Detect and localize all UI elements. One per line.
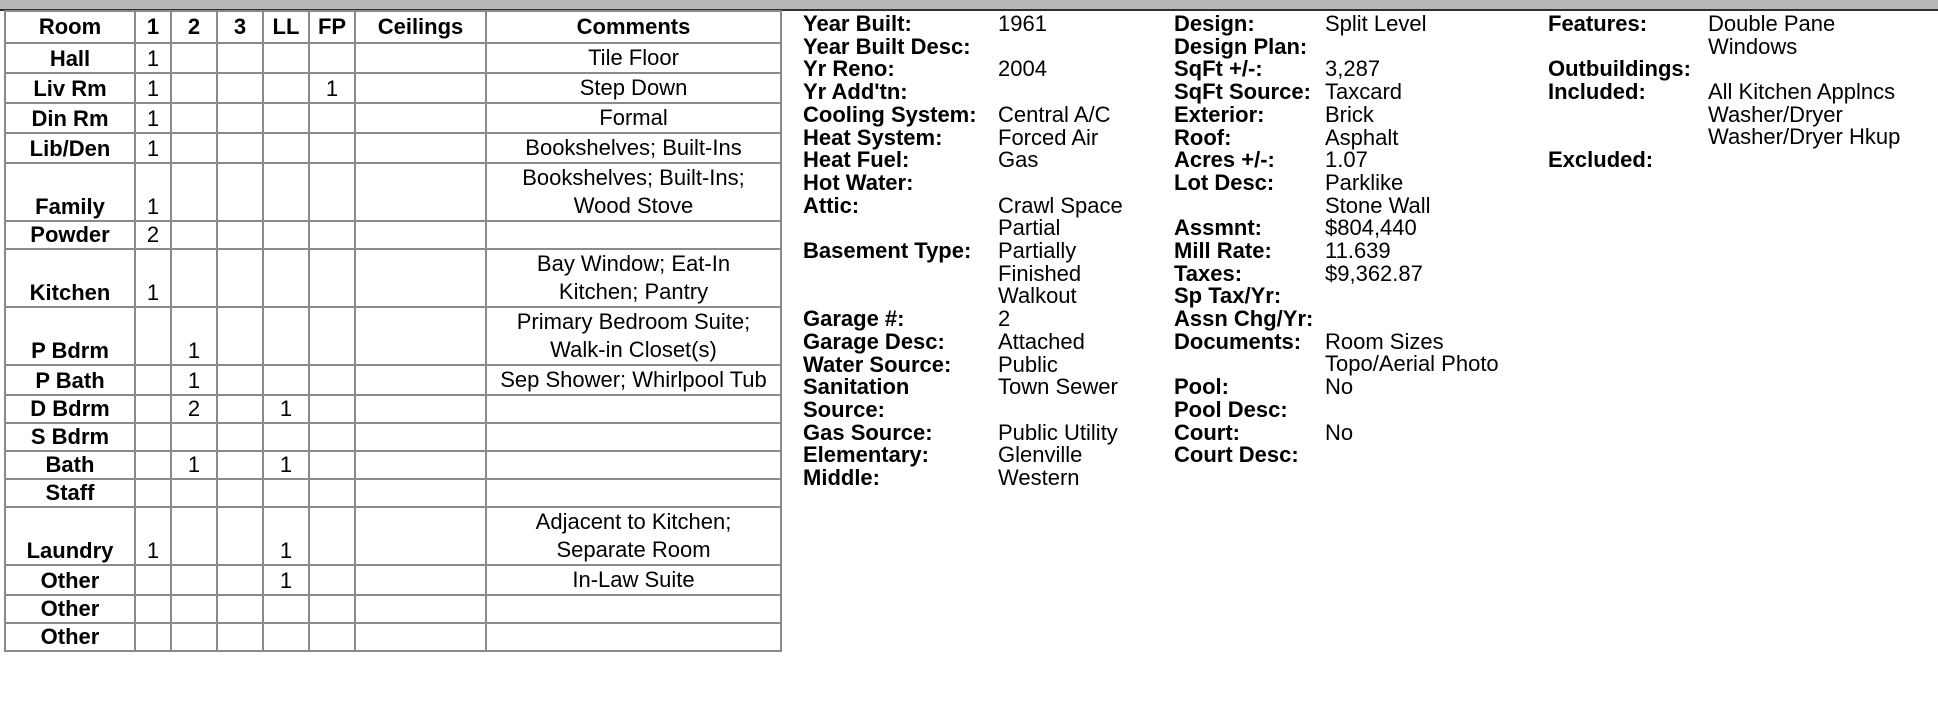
detail-label: Assn Chg/Yr: bbox=[1174, 306, 1314, 332]
room-ceilings-cell bbox=[355, 451, 486, 479]
detail-value: Stone Wall bbox=[1325, 192, 1431, 218]
detail-label: Heat Fuel: bbox=[803, 147, 910, 173]
room-fireplace-cell bbox=[309, 451, 355, 479]
detail-label: SqFt Source: bbox=[1174, 79, 1311, 105]
room-level-3-cell bbox=[217, 249, 263, 307]
detail-label: Heat System: bbox=[803, 124, 943, 150]
detail-label: Documents: bbox=[1174, 328, 1302, 354]
room-level-3-cell bbox=[217, 479, 263, 507]
detail-label: Assmnt: bbox=[1174, 215, 1263, 241]
detail-label: Taxes: bbox=[1174, 260, 1243, 286]
room-name: Kitchen bbox=[5, 249, 135, 307]
room-level-1-cell: 1 bbox=[135, 73, 171, 103]
comment-line: Wood Stove bbox=[573, 193, 694, 218]
room-level-2-cell bbox=[171, 43, 217, 73]
detail-label: Excluded: bbox=[1548, 147, 1654, 173]
room-fireplace-cell bbox=[309, 133, 355, 163]
room-level-3-cell bbox=[217, 43, 263, 73]
comment-line: Primary Bedroom Suite; bbox=[516, 309, 751, 334]
room-name: Other bbox=[5, 623, 135, 651]
detail-value: Forced Air bbox=[998, 124, 1099, 150]
room-name: S Bdrm bbox=[5, 423, 135, 451]
detail-value: Gas bbox=[998, 147, 1039, 173]
detail-value: No bbox=[1325, 419, 1354, 445]
detail-value: Room Sizes bbox=[1325, 328, 1444, 354]
room-row bbox=[5, 507, 781, 565]
room-lower-level-cell: 1 bbox=[263, 451, 309, 479]
room-ceilings-cell bbox=[355, 507, 486, 565]
detail-value: Parklike bbox=[1325, 169, 1404, 195]
detail-value: All Kitchen Applncs bbox=[1708, 79, 1896, 105]
room-comments-cell bbox=[486, 623, 781, 651]
room-ceilings-cell bbox=[355, 221, 486, 249]
room-comments-cell bbox=[486, 423, 781, 451]
room-row bbox=[5, 451, 781, 479]
room-level-3-cell bbox=[217, 595, 263, 623]
room-row bbox=[5, 249, 781, 307]
detail-value: Washer/Dryer Hkup bbox=[1708, 124, 1901, 150]
room-comments-cell bbox=[486, 565, 781, 595]
room-ceilings-cell bbox=[355, 307, 486, 365]
room-level-3-cell bbox=[217, 365, 263, 395]
room-level-2-cell bbox=[171, 133, 217, 163]
room-level-2-cell bbox=[171, 507, 217, 565]
room-name: Bath bbox=[5, 451, 135, 479]
header-lower-level: LL bbox=[263, 11, 309, 43]
detail-value: Western bbox=[998, 465, 1080, 490]
room-level-3-cell bbox=[217, 73, 263, 103]
room-ceilings-cell bbox=[355, 365, 486, 395]
detail-label: Year Built: bbox=[803, 11, 912, 36]
room-level-3-cell bbox=[217, 623, 263, 651]
room-ceilings-cell bbox=[355, 423, 486, 451]
detail-value: Public bbox=[998, 351, 1058, 377]
room-comments-cell bbox=[486, 307, 781, 365]
room-row bbox=[5, 73, 781, 103]
room-name: P Bath bbox=[5, 365, 135, 395]
detail-value: Glenville bbox=[998, 442, 1083, 468]
header-level-1: 1 bbox=[135, 11, 171, 43]
detail-value: 2004 bbox=[998, 56, 1047, 82]
room-lower-level-cell: 1 bbox=[263, 395, 309, 423]
detail-value: $9,362.87 bbox=[1325, 260, 1423, 286]
comment-line: Step Down bbox=[579, 75, 688, 100]
room-level-1-cell: 1 bbox=[135, 507, 171, 565]
comment-line: Tile Floor bbox=[588, 45, 679, 70]
room-fireplace-cell bbox=[309, 595, 355, 623]
room-level-3-cell bbox=[217, 451, 263, 479]
room-comments-cell bbox=[486, 249, 781, 307]
room-level-2-cell bbox=[171, 565, 217, 595]
detail-value: Attached bbox=[998, 328, 1085, 354]
room-ceilings-cell bbox=[355, 395, 486, 423]
room-row bbox=[5, 133, 781, 163]
room-level-2-cell bbox=[171, 249, 217, 307]
room-level-2-cell: 1 bbox=[171, 365, 217, 395]
room-comments-cell bbox=[486, 73, 781, 103]
room-level-1-cell: 1 bbox=[135, 133, 171, 163]
room-lower-level-cell bbox=[263, 249, 309, 307]
room-row bbox=[5, 565, 781, 595]
room-lower-level-cell: 1 bbox=[263, 507, 309, 565]
room-level-2-cell bbox=[171, 103, 217, 133]
room-level-3-cell bbox=[217, 221, 263, 249]
detail-value: No bbox=[1325, 374, 1354, 400]
comment-line: Walk-in Closet(s) bbox=[550, 337, 717, 362]
detail-value: Taxcard bbox=[1325, 79, 1403, 105]
detail-label: Year Built Desc: bbox=[803, 33, 971, 59]
room-name: D Bdrm bbox=[5, 395, 135, 423]
detail-label: Features: bbox=[1548, 11, 1648, 36]
room-level-1-cell bbox=[135, 395, 171, 423]
header-comments: Comments bbox=[486, 11, 781, 43]
room-level-2-cell bbox=[171, 479, 217, 507]
room-row bbox=[5, 103, 781, 133]
detail-label: Court Desc: bbox=[1174, 442, 1299, 468]
room-level-1-cell bbox=[135, 623, 171, 651]
detail-label: Lot Desc: bbox=[1174, 169, 1275, 195]
detail-label: Design: bbox=[1174, 11, 1255, 36]
room-level-1-cell bbox=[135, 451, 171, 479]
detail-value: Washer/Dryer bbox=[1708, 101, 1843, 127]
comment-line: Bookshelves; Built-Ins bbox=[525, 135, 742, 160]
room-fireplace-cell bbox=[309, 43, 355, 73]
room-level-1-cell bbox=[135, 565, 171, 595]
room-fireplace-cell bbox=[309, 423, 355, 451]
room-name: Other bbox=[5, 565, 135, 595]
header-level-3: 3 bbox=[217, 11, 263, 43]
room-level-1-cell: 1 bbox=[135, 103, 171, 133]
room-ceilings-cell bbox=[355, 479, 486, 507]
room-level-1-cell bbox=[135, 479, 171, 507]
room-name: Hall bbox=[5, 43, 135, 73]
room-ceilings-cell bbox=[355, 565, 486, 595]
room-row bbox=[5, 395, 781, 423]
detail-value: 1.07 bbox=[1325, 147, 1368, 173]
room-level-1-cell: 2 bbox=[135, 221, 171, 249]
comment-line: Adjacent to Kitchen; bbox=[535, 509, 732, 534]
room-name: Laundry bbox=[5, 507, 135, 565]
detail-label: Yr Add'tn: bbox=[803, 79, 908, 105]
room-comments-cell bbox=[486, 163, 781, 221]
room-name: Liv Rm bbox=[5, 73, 135, 103]
room-lower-level-cell bbox=[263, 623, 309, 651]
room-level-3-cell bbox=[217, 103, 263, 133]
detail-label: Pool: bbox=[1174, 374, 1229, 400]
room-level-1-cell: 1 bbox=[135, 43, 171, 73]
room-level-1-cell: 1 bbox=[135, 163, 171, 221]
room-level-2-cell bbox=[171, 221, 217, 249]
room-fireplace-cell bbox=[309, 507, 355, 565]
room-lower-level-cell bbox=[263, 307, 309, 365]
room-ceilings-cell bbox=[355, 249, 486, 307]
room-fireplace-cell bbox=[309, 307, 355, 365]
room-fireplace-cell: 1 bbox=[309, 73, 355, 103]
room-fireplace-cell bbox=[309, 249, 355, 307]
header-fireplace: FP bbox=[309, 11, 355, 43]
detail-value: Windows bbox=[1708, 33, 1798, 59]
room-comments-cell bbox=[486, 595, 781, 623]
room-fireplace-cell bbox=[309, 365, 355, 395]
room-name: Other bbox=[5, 595, 135, 623]
room-comments-cell bbox=[486, 221, 781, 249]
rooms-header-row bbox=[5, 11, 781, 43]
room-fireplace-cell bbox=[309, 395, 355, 423]
detail-label: Pool Desc: bbox=[1174, 396, 1288, 422]
room-level-3-cell bbox=[217, 507, 263, 565]
detail-label: Middle: bbox=[803, 465, 880, 490]
room-comments-cell bbox=[486, 43, 781, 73]
rooms-table bbox=[4, 10, 782, 652]
detail-value: 11.639 bbox=[1325, 238, 1391, 263]
detail-value: Split Level bbox=[1325, 11, 1427, 36]
room-row bbox=[5, 163, 781, 221]
room-level-2-cell: 1 bbox=[171, 307, 217, 365]
room-fireplace-cell bbox=[309, 163, 355, 221]
room-level-2-cell bbox=[171, 163, 217, 221]
room-lower-level-cell bbox=[263, 595, 309, 623]
detail-value: 2 bbox=[998, 306, 1011, 332]
comment-line: Separate Room bbox=[556, 537, 711, 562]
room-lower-level-cell bbox=[263, 479, 309, 507]
room-row bbox=[5, 365, 781, 395]
room-comments-cell bbox=[486, 365, 781, 395]
room-level-2-cell bbox=[171, 623, 217, 651]
detail-value: Partially bbox=[998, 238, 1077, 263]
room-lower-level-cell bbox=[263, 73, 309, 103]
detail-label: Mill Rate: bbox=[1174, 238, 1272, 263]
detail-value: Finished bbox=[998, 260, 1082, 286]
room-level-1-cell bbox=[135, 595, 171, 623]
detail-label: Cooling System: bbox=[803, 101, 977, 127]
detail-label: SqFt +/-: bbox=[1174, 56, 1263, 82]
room-fireplace-cell bbox=[309, 221, 355, 249]
room-ceilings-cell bbox=[355, 133, 486, 163]
detail-label: Acres +/-: bbox=[1174, 147, 1275, 173]
detail-value: Public Utility bbox=[998, 419, 1118, 445]
room-level-3-cell bbox=[217, 423, 263, 451]
room-level-3-cell bbox=[217, 395, 263, 423]
detail-value: Asphalt bbox=[1325, 124, 1399, 150]
room-level-3-cell bbox=[217, 133, 263, 163]
detail-label: Basement Type: bbox=[803, 238, 972, 263]
room-row bbox=[5, 423, 781, 451]
room-level-3-cell bbox=[217, 565, 263, 595]
room-ceilings-cell bbox=[355, 595, 486, 623]
room-name: Staff bbox=[5, 479, 135, 507]
detail-value: $804,440 bbox=[1325, 215, 1417, 241]
room-fireplace-cell bbox=[309, 103, 355, 133]
room-comments-cell bbox=[486, 133, 781, 163]
detail-label: Roof: bbox=[1174, 124, 1232, 150]
room-lower-level-cell bbox=[263, 221, 309, 249]
detail-value: Double Pane bbox=[1708, 11, 1836, 36]
room-lower-level-cell bbox=[263, 163, 309, 221]
room-name: Din Rm bbox=[5, 103, 135, 133]
header-ceilings: Ceilings bbox=[355, 11, 486, 43]
detail-label: Gas Source: bbox=[803, 419, 933, 445]
room-level-3-cell bbox=[217, 163, 263, 221]
detail-label: Elementary: bbox=[803, 442, 929, 468]
detail-label: Garage #: bbox=[803, 306, 905, 332]
room-name: Family bbox=[5, 163, 135, 221]
room-lower-level-cell bbox=[263, 103, 309, 133]
room-name: Powder bbox=[5, 221, 135, 249]
room-comments-cell bbox=[486, 479, 781, 507]
room-lower-level-cell bbox=[263, 365, 309, 395]
comment-line: Sep Shower; Whirlpool Tub bbox=[500, 367, 767, 392]
room-comments-cell bbox=[486, 451, 781, 479]
room-lower-level-cell bbox=[263, 133, 309, 163]
detail-label: Sanitation bbox=[803, 374, 910, 400]
room-level-2-cell: 1 bbox=[171, 451, 217, 479]
detail-value: 1961 bbox=[998, 11, 1047, 36]
detail-label: Sp Tax/Yr: bbox=[1174, 283, 1282, 309]
detail-label: Garage Desc: bbox=[803, 328, 945, 354]
detail-label: Exterior: bbox=[1174, 101, 1265, 127]
room-comments-cell bbox=[486, 395, 781, 423]
detail-value: Central A/C bbox=[998, 101, 1111, 127]
room-level-3-cell bbox=[217, 307, 263, 365]
room-level-1-cell bbox=[135, 423, 171, 451]
room-fireplace-cell bbox=[309, 565, 355, 595]
detail-label: Attic: bbox=[803, 192, 860, 218]
room-name: Lib/Den bbox=[5, 133, 135, 163]
detail-value: Crawl Space bbox=[998, 192, 1123, 218]
room-lower-level-cell: 1 bbox=[263, 565, 309, 595]
detail-value: Topo/Aerial Photo bbox=[1325, 351, 1499, 377]
room-fireplace-cell bbox=[309, 479, 355, 507]
room-comments-cell bbox=[486, 507, 781, 565]
detail-value: Town Sewer bbox=[998, 374, 1118, 400]
room-ceilings-cell bbox=[355, 163, 486, 221]
room-level-1-cell: 1 bbox=[135, 249, 171, 307]
comment-line: Kitchen; Pantry bbox=[558, 279, 709, 304]
room-row bbox=[5, 479, 781, 507]
detail-value: Partial bbox=[998, 215, 1061, 241]
detail-value: Walkout bbox=[998, 283, 1077, 309]
header-level-2: 2 bbox=[171, 11, 217, 43]
room-level-2-cell bbox=[171, 423, 217, 451]
room-level-1-cell bbox=[135, 365, 171, 395]
room-level-2-cell: 2 bbox=[171, 395, 217, 423]
room-ceilings-cell bbox=[355, 43, 486, 73]
room-lower-level-cell bbox=[263, 423, 309, 451]
detail-label: Water Source: bbox=[803, 351, 952, 377]
detail-value: Brick bbox=[1325, 101, 1374, 127]
room-comments-cell bbox=[486, 103, 781, 133]
room-lower-level-cell bbox=[263, 43, 309, 73]
detail-label: Source: bbox=[803, 396, 885, 422]
detail-label: Yr Reno: bbox=[803, 56, 895, 82]
room-ceilings-cell bbox=[355, 623, 486, 651]
header-room: Room bbox=[5, 11, 135, 43]
comment-line: Bookshelves; Built-Ins; bbox=[522, 165, 745, 190]
detail-label: Outbuildings: bbox=[1548, 56, 1691, 82]
room-row bbox=[5, 595, 781, 623]
comment-line: In-Law Suite bbox=[572, 567, 695, 592]
room-level-2-cell bbox=[171, 73, 217, 103]
detail-label: Included: bbox=[1548, 79, 1646, 105]
room-row bbox=[5, 307, 781, 365]
room-row bbox=[5, 623, 781, 651]
room-level-2-cell bbox=[171, 595, 217, 623]
room-row bbox=[5, 43, 781, 73]
detail-label: Design Plan: bbox=[1174, 33, 1308, 59]
detail-value: 3,287 bbox=[1325, 56, 1381, 82]
room-ceilings-cell bbox=[355, 103, 486, 133]
room-name: P Bdrm bbox=[5, 307, 135, 365]
room-fireplace-cell bbox=[309, 623, 355, 651]
room-level-1-cell bbox=[135, 307, 171, 365]
detail-label: Court: bbox=[1174, 419, 1240, 445]
comment-line: Bay Window; Eat-In bbox=[536, 251, 731, 276]
room-row bbox=[5, 221, 781, 249]
room-ceilings-cell bbox=[355, 73, 486, 103]
detail-label: Hot Water: bbox=[803, 169, 914, 195]
comment-line: Formal bbox=[599, 105, 668, 130]
